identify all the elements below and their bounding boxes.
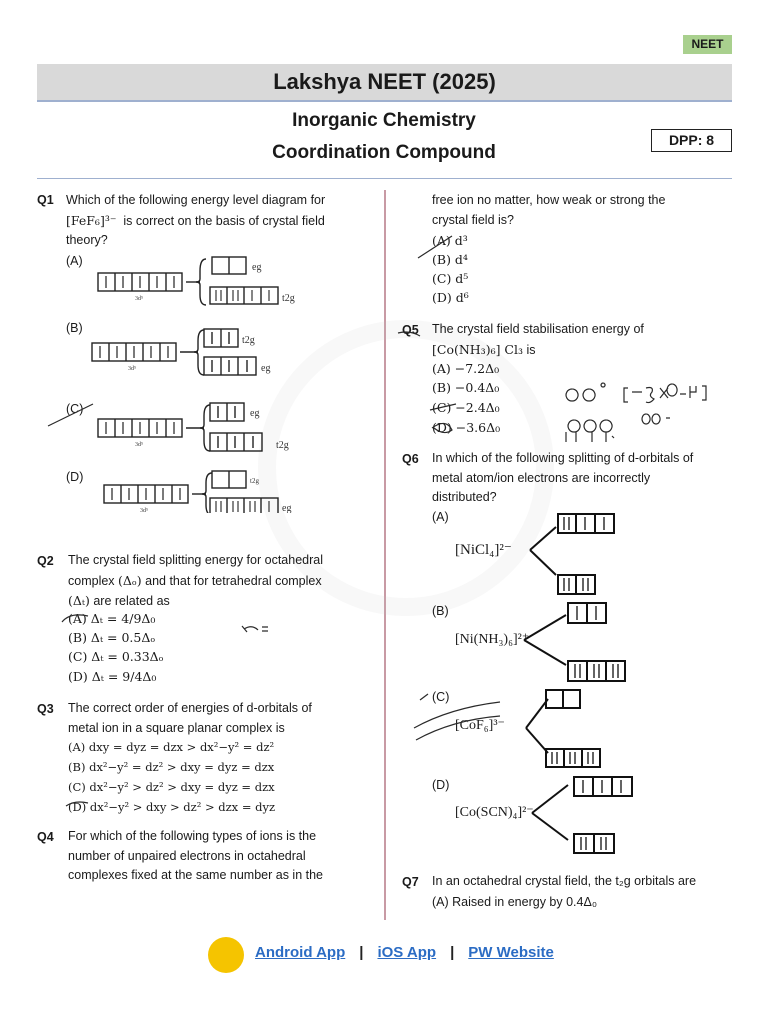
q6-line3: distributed? [432, 490, 497, 504]
q6-diagrams [520, 505, 650, 865]
mark-q6c [420, 694, 428, 700]
q7-opt-a: (A) Raised in energy by 0.4Δ₀ [432, 895, 598, 909]
q1-line2-text: is correct on the basis of crystal field [123, 213, 325, 228]
q4-opt-c: (C) d⁵ [432, 271, 469, 286]
q3-text [68, 699, 378, 738]
dpp-box: DPP: 8 [651, 129, 732, 152]
q1d-label-eg: eg [282, 503, 292, 513]
q4-number: Q4 [37, 830, 54, 844]
q2-line1: The crystal field splitting energy for octahedral [68, 553, 323, 567]
q1-line2 [66, 211, 376, 232]
ios-app-link[interactable]: iOS App [377, 944, 437, 961]
q1a-label-3d: 3d⁵ [135, 296, 144, 302]
q4-opt-b: (B) d⁴ [432, 252, 468, 267]
q6-complex-c: [CoF₆]³⁻ [455, 718, 505, 733]
q1-text [66, 191, 376, 251]
subject-heading: Inorganic Chemistry [292, 110, 476, 131]
q1-formula: [FeF₆]³⁻ [66, 212, 117, 228]
q1c-label-eg: eg [250, 408, 260, 419]
q5-opt-a: (A) −7.2Δ₀ [432, 361, 500, 376]
q4-line2: number of unpaired electrons in octahedral [68, 848, 306, 863]
q6-line2: metal atom/ion electrons are incorrectly [432, 470, 651, 485]
q6-number: Q6 [402, 452, 419, 466]
q3-line1: The correct order of energies of d-orbitals of [68, 701, 312, 715]
q3-opt-c: (C) dx²−y² > dz² > dxy = dyz = dzx [68, 780, 275, 794]
q1-opt-d: (D) [66, 470, 84, 484]
q1-number: Q1 [37, 193, 54, 207]
note-q5-calc [566, 383, 706, 403]
q2-number: Q2 [37, 554, 54, 568]
q1b-label-eg: eg [261, 363, 271, 374]
title-bar [37, 64, 732, 102]
q1d-label-3d: 3d⁵ [140, 508, 149, 513]
q1-opt-a: (A) [66, 254, 83, 268]
q5-number: Q5 [402, 323, 419, 337]
q4-text-left [68, 827, 378, 886]
q6-opt-d: (D) [432, 778, 450, 792]
q4-line1: For which of the following types of ions is the [68, 829, 317, 843]
q1c-diagram [98, 403, 262, 451]
q1a-label-t2g: t2g [282, 293, 295, 304]
customer-service-logo-icon [208, 937, 244, 973]
q2-opt-d: (D) Δₜ = 9/4Δ₀ [68, 669, 157, 684]
note-q5-orbitals [566, 414, 670, 442]
q2-delta-t: (Δₜ) [68, 593, 90, 608]
q5-formula: [Co(NH₃)₆] Cl₃ [432, 341, 524, 357]
pw-website-link[interactable]: PW Website [468, 944, 554, 961]
q4-opt-a: (A) d³ [432, 233, 468, 248]
q2-opt-a: (A) Δₜ = 4/9Δ₀ [68, 611, 156, 626]
neet-badge: NEET [683, 35, 732, 54]
q2-complex: complex [68, 573, 115, 588]
q1a-diagram [98, 257, 278, 305]
footer-links [255, 944, 554, 961]
q4-line5: crystal field is? [432, 212, 514, 227]
q7-text: In an octahedral crystal field, the t₂g orbitals are [432, 874, 697, 888]
q1c-label-t2g: t2g [276, 440, 289, 451]
q1d-label-t2g: t2g [250, 477, 259, 485]
q2-delta-o: (Δₒ) [118, 572, 142, 588]
q1b-diagram [92, 329, 256, 375]
footer-separator: | [359, 944, 364, 961]
q2-opt-c: (C) Δₜ = 0.33Δₒ [68, 649, 164, 664]
q1-diagrams [90, 253, 320, 513]
page-title: Lakshya NEET (2025) [273, 69, 496, 94]
q7-number: Q7 [402, 875, 419, 889]
q6-complex-d: [Co(SCN)₄]²⁻ [455, 805, 534, 820]
q3-line2: metal ion in a square planar complex is [68, 720, 285, 735]
q6-complex-b: [Ni(NH₃)₆]²⁺ [455, 632, 530, 647]
q4-line3: complexes fixed at the same number as in the [68, 868, 323, 882]
footer-separator: | [450, 944, 455, 961]
android-app-link[interactable]: Android App [255, 944, 346, 961]
q1c-label-3d: 3d⁵ [135, 442, 144, 448]
q3-number: Q3 [37, 702, 54, 716]
q3-opt-b: (B) dx²−y² = dz² > dxy = dyz = dzx [68, 760, 275, 774]
q1-line1: Which of the following energy level diagram for [66, 193, 326, 207]
q6-opt-b: (B) [432, 604, 449, 618]
q6-complex-a: [NiCl₄]²⁻ [455, 542, 512, 558]
header-divider [37, 178, 732, 179]
q4-text-right [432, 191, 732, 230]
q1b-label-3d: 3d⁵ [128, 366, 137, 372]
q5-opt-d: (D) −3.6Δ₀ [432, 420, 501, 435]
q6-line1: In which of the following splitting of d-orbitals of [432, 451, 694, 465]
q2-text [68, 551, 378, 612]
q1b-label-t2g: t2g [242, 335, 255, 346]
q2-line3-text: are related as [93, 594, 170, 608]
q4-opt-d: (D) d⁶ [432, 290, 469, 305]
q4-line4: free ion no matter, how weak or strong the [432, 193, 666, 207]
q6-opt-c: (C) [432, 690, 450, 704]
q1-opt-b: (B) [66, 321, 83, 335]
q5-line2-text: is [526, 342, 536, 357]
note-delta-o [242, 626, 268, 632]
q1a-label-eg: eg [252, 262, 262, 273]
q5-text [432, 320, 732, 360]
chapter-heading: Coordination Compound [272, 142, 496, 163]
q5-line1: The crystal field stabilisation energy of [432, 322, 644, 336]
q3-opt-d: (D) dx²−y² > dxy > dz² > dzx = dyz [68, 800, 276, 814]
q5-line2 [432, 340, 732, 361]
q6d-diagram [532, 777, 632, 853]
q2-opt-b: (B) Δₜ = 0.5Δₒ [68, 630, 156, 645]
q6-opt-a: (A) [432, 510, 449, 524]
q6-text [432, 449, 732, 508]
q6a-diagram [530, 514, 614, 594]
q2-line2 [68, 571, 378, 592]
q1-opt-c: (C) [66, 402, 84, 416]
q3-opt-a: (A) dxy = dyz = dzx > dx²−y² = dz² [68, 740, 275, 754]
q1-line3: theory? [66, 233, 108, 247]
q5-opt-c: (C) −2.4Δ₀ [432, 400, 500, 415]
q6c-diagram [526, 690, 600, 767]
q2-line2-text: and that for tetrahedral complex [145, 573, 322, 588]
q5-opt-b: (B) −0.4Δ₀ [432, 380, 500, 395]
